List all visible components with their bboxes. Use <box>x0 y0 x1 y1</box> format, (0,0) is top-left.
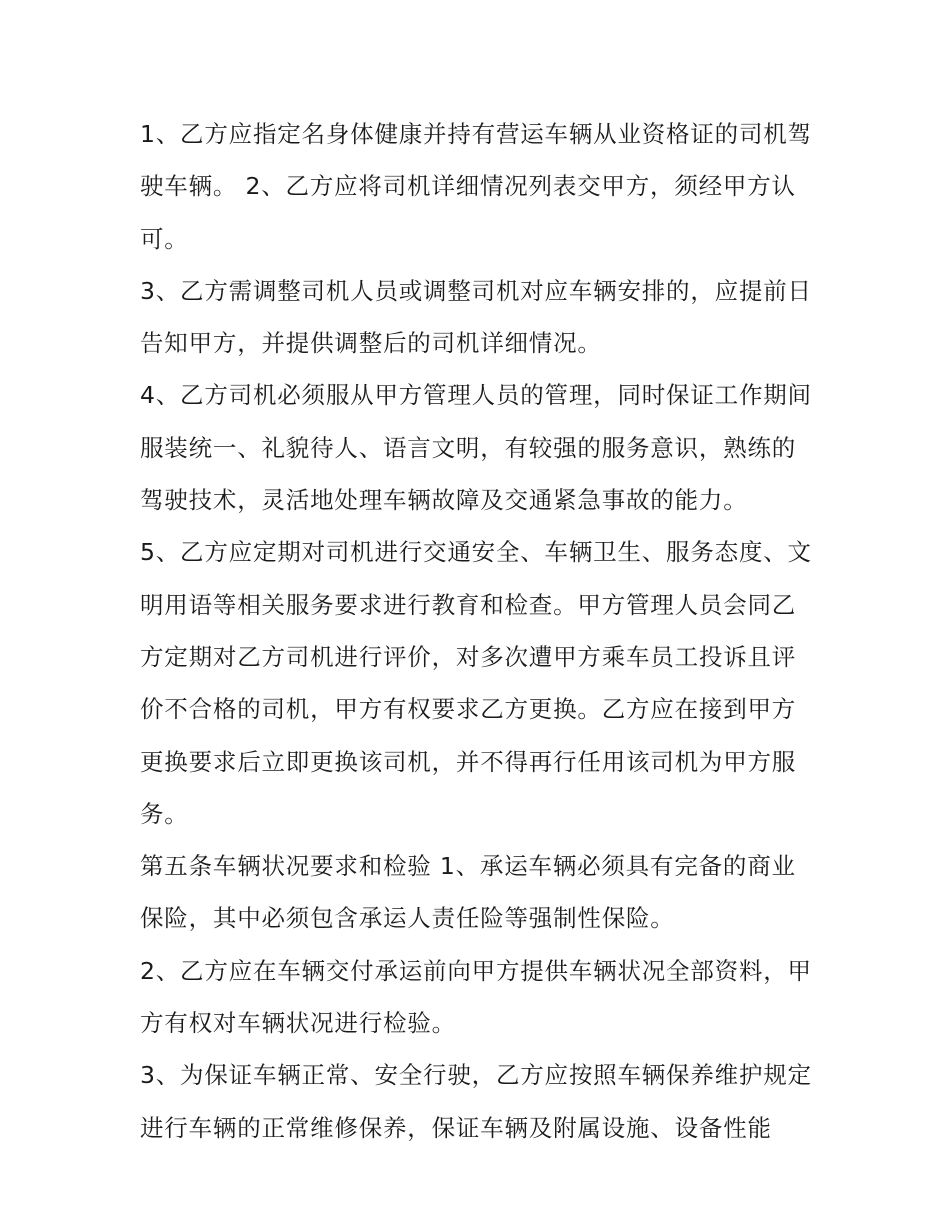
document-body <box>140 108 820 1154</box>
paragraph-vehicle-maintenance: 3、为保证车辆正常、安全行驶，乙方应按照车辆保养维护规定进行车辆的正常维修保养，保证车辆及附属设施、设备性能 <box>140 1061 812 1142</box>
paragraph-article-five-insurance: 第五条车辆状况要求和检验 1、承运车辆必须具有完备的商业保险，其中必须包含承运人责任险等强制性保险。 <box>140 852 796 933</box>
paragraph-vehicle-inspection: 2、乙方应在车辆交付承运前向甲方提供车辆状况全部资料，甲方有权对车辆状况进行检验。 <box>140 956 812 1038</box>
paragraph-driver-assignment: 1、乙方应指定名身体健康并持有营运车辆从业资格证的司机驾驶车辆。 2、乙方应将司机详细情况列表交甲方，须经甲方认可。 <box>140 120 812 253</box>
paragraph-driver-evaluation: 5、乙方应定期对司机进行交通安全、车辆卫生、服务态度、文明用语等相关服务要求进行教育和检查。甲方管理人员会同乙方定期对乙方司机进行评价，对多次遭甲方乘车员工投诉且评价不合格的司机，甲方有权要求乙方更换。乙方应在接到甲方更换要求后立即更换该司机，并不得再行任用该司机为甲方服务。 <box>140 538 812 828</box>
paragraph-driver-adjustment: 3、乙方需调整司机人员或调整司机对应车辆安排的，应提前日告知甲方，并提供调整后的司机详细情况。 <box>140 276 812 358</box>
paragraph-driver-conduct: 4、乙方司机必须服从甲方管理人员的管理，同时保证工作期间服装统一、礼貌待人、语言文明，有较强的服务意识，熟练的驾驶技术，灵活地处理车辆故障及交通紧急事故的能力。 <box>140 381 812 515</box>
